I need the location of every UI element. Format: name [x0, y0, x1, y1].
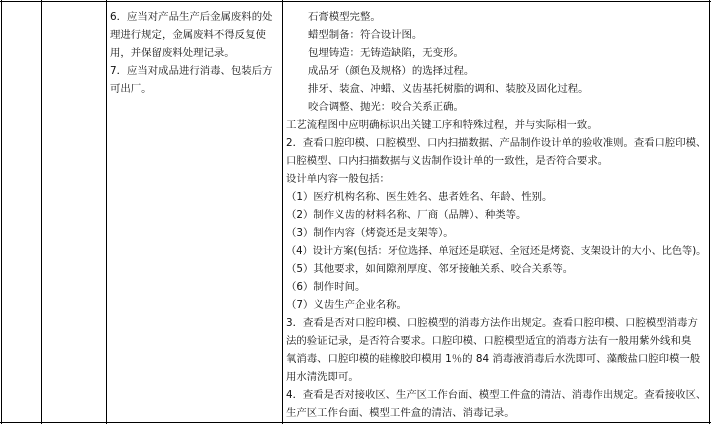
method-line: 3．查看是否对口腔印模、口腔模型的消毒方法作出规定。查看口腔印模、口腔模型消毒方: [286, 317, 698, 329]
requirement-line: 用，并保留废料处理记录。: [110, 47, 235, 59]
method-line: 法的验证记录，是否符合要求。口腔印模、口腔模型适宜的消毒方法有一般用紫外线和臭: [286, 335, 692, 347]
method-line: 包埋铸造：无铸造缺陷，无变形。: [308, 47, 464, 59]
method-line: 石膏模型完整。: [308, 11, 381, 23]
method-line: 用水清洗即可。: [286, 371, 359, 383]
method-line: （1）医疗机构名称、医生姓名、患者姓名、年龄、性别。: [286, 191, 553, 203]
method-line: 4．查看是否对接收区、生产区工作台面、模型工件盒的清洁、消毒作出规定。查看接收区、: [286, 389, 707, 401]
empty-cell-2: [42, 2, 106, 422]
method-line: （5）其他要求，如间隙剂厚度、邻牙接触关系、咬合关系等。: [286, 263, 574, 275]
method-line: （7）义齿生产企业名称。: [286, 299, 407, 311]
method-line: 工艺流程图中应明确标识出关键工序和特殊过程，并与实际相一致。: [286, 119, 598, 131]
requirement-line: 6．应当对产品生产后金属废料的处: [110, 11, 273, 23]
column-divider-3: [282, 0, 283, 424]
method-line: （3）制作内容（烤瓷还是支架等）。: [286, 227, 454, 239]
method-line: 生产区工作台面、模型工件盒的清洁、消毒记录。: [286, 407, 515, 419]
method-line: 口腔模型、口内扫描数据与义齿制作设计单的一致性，是否符合要求。: [286, 155, 609, 167]
requirement-line: 可出厂。: [110, 83, 152, 95]
requirement-line: 7．应当对成品进行消毒、包装后方: [110, 65, 273, 77]
method-line: （6）制作时间。: [286, 281, 366, 293]
method-line: 2．查看口腔印模、口腔模型、口内扫描数据、产品制作设计单的验收准则。查看口腔印模、: [286, 137, 707, 149]
method-line: （2）制作义齿的材料名称、厂商（品牌）、种类等。: [286, 209, 527, 221]
method-line: 咬合调整、抛光：咬合关系正确。: [308, 101, 464, 113]
method-line: 蜡型制备：符合设计图。: [308, 29, 423, 41]
column-divider-2: [106, 0, 107, 424]
method-line: 成品牙（颜色及规格）的选择过程。: [308, 65, 475, 77]
empty-cell-1: [2, 2, 41, 422]
table-right-border: [709, 0, 710, 424]
method-line: 氧消毒、口腔印模的硅橡胶印模用 1％的 84 消毒液消毒后水洗即可、藻酸盐口腔印模一般: [286, 353, 701, 365]
method-line: 设计单内容一般包括：: [286, 173, 390, 185]
requirement-line: 理进行规定，金属废料不得反复使: [110, 29, 266, 41]
method-line: 排牙、装盒、冲蜡、义齿基托树脂的调和、装胶及固化过程。: [308, 83, 589, 95]
method-line: （4）设计方案(包括：牙位选择、单冠还是联冠、全冠还是烤瓷、支架设计的大小、比色等)。: [286, 245, 707, 257]
